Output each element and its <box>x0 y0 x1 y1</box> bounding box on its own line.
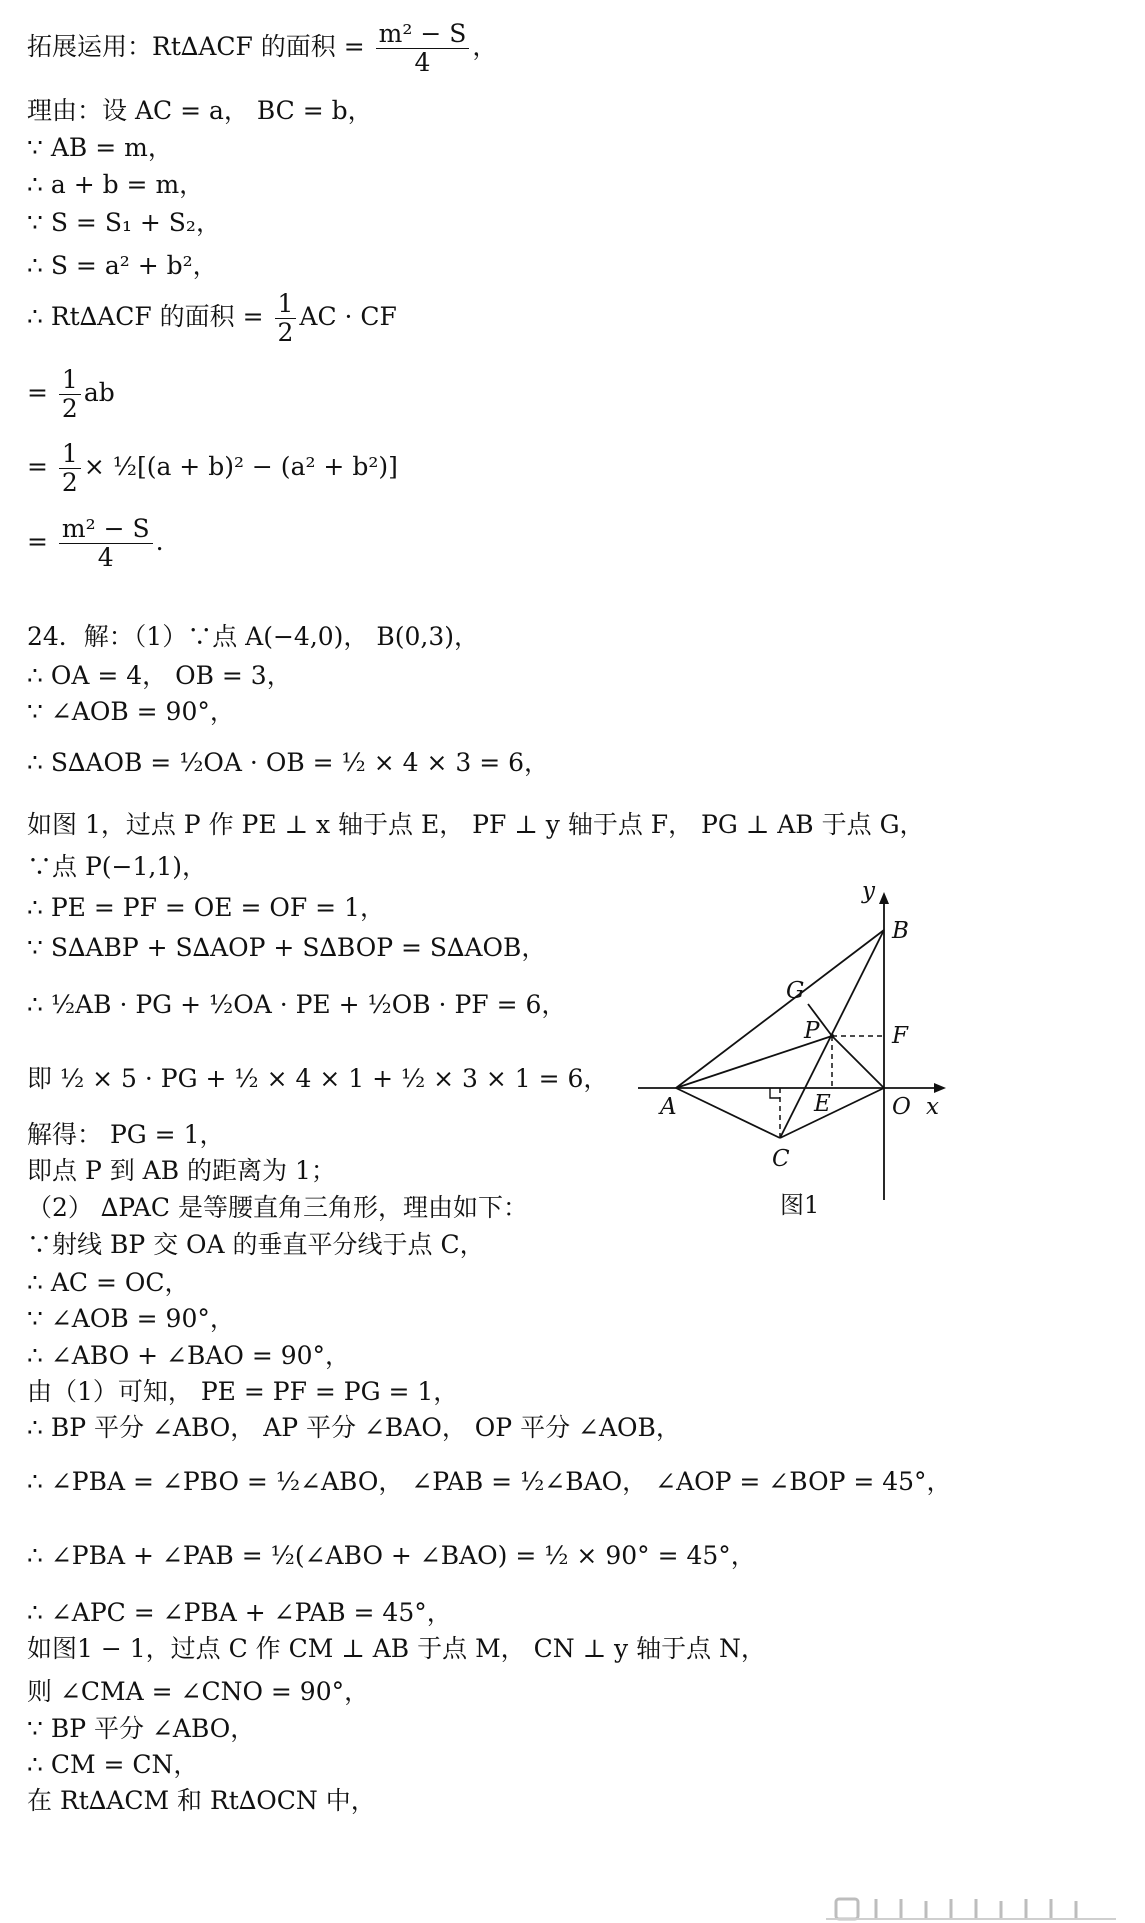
segment-AB <box>676 930 884 1088</box>
fraction <box>275 290 297 347</box>
line-text: 即 ½ × 5 · PG + ½ × 4 × 1 + ½ × 3 × 1 = 6， <box>27 1064 609 1093</box>
line-text: 如图 1，过点 P 作 PE ⊥ x 轴于点 E， PF ⊥ y 轴于点 F， PG ⊥ AB 于点 G， <box>27 810 925 839</box>
text-line <box>27 20 497 77</box>
line-text: 24．解：（1）∵点 A(−4,0)， B(0,3)， <box>27 622 480 651</box>
text-line <box>27 933 546 963</box>
text-line <box>27 1598 452 1628</box>
line-text: ∴ AC = OC， <box>27 1268 190 1297</box>
point-P <box>830 1034 834 1038</box>
text-line <box>27 515 164 572</box>
text-line <box>27 661 292 691</box>
text-line <box>27 990 566 1020</box>
y-axis-arrow <box>879 892 889 904</box>
label-C: C <box>772 1146 790 1172</box>
denominator: 4 <box>97 543 114 572</box>
denominator: 2 <box>277 318 294 347</box>
figure-1 <box>628 878 958 1223</box>
watermark-logo <box>826 1895 1126 1923</box>
line-text: = <box>27 452 56 481</box>
text-line <box>27 290 397 347</box>
label-B: B <box>892 918 909 944</box>
text-line <box>27 1064 608 1094</box>
text-line <box>27 1230 485 1260</box>
line-text: ∵ S∆ABP + S∆AOP + S∆BOP = S∆AOB， <box>27 933 547 962</box>
fraction <box>59 440 81 497</box>
line-text: ∴ ∠APC = ∠PBA + ∠PAB = 45°， <box>27 1598 452 1627</box>
text-line <box>27 697 235 727</box>
line-text: （2） ∆PAC 是等腰直角三角形，理由如下： <box>27 1193 528 1222</box>
text-line <box>27 208 221 238</box>
line-text: ∵点 P(−1,1)， <box>27 852 207 881</box>
text-line <box>27 1193 528 1223</box>
denominator: 4 <box>414 48 431 77</box>
line-text: ∵ BP 平分 ∠ABO， <box>27 1714 256 1743</box>
text-line <box>27 133 173 163</box>
text-line <box>27 170 204 200</box>
line-text: = <box>27 378 56 407</box>
text-line <box>27 1341 350 1371</box>
text-line <box>27 251 218 281</box>
line-text: ∴ PE = PF = OE = OF = 1， <box>27 893 385 922</box>
line-text: ∴ S∆AOB = ½OA · OB = ½ × 4 × 3 = 6， <box>27 748 549 777</box>
text-line <box>27 1541 756 1571</box>
label-P: P <box>804 1018 820 1044</box>
numerator: m² − S <box>59 515 153 544</box>
line-text-after: ， <box>472 32 498 61</box>
text-line <box>27 366 115 423</box>
text-line <box>27 810 925 840</box>
line-text: 拓展运用：Rt∆ACF 的面积 = <box>27 32 373 61</box>
fraction <box>59 515 153 572</box>
text-line <box>27 1413 681 1443</box>
line-text: 理由：设 AC = a， BC = b， <box>27 96 373 125</box>
x-axis-arrow <box>934 1083 946 1093</box>
numerator: 1 <box>275 290 297 319</box>
line-text: ∵ ∠AOB = 90°， <box>27 1304 235 1333</box>
numerator: m² − S <box>376 20 470 49</box>
right-angle-mark <box>770 1088 780 1098</box>
line-text: ∴ ∠PBA + ∠PAB = ½(∠ABO + ∠BAO) = ½ × 90° = 45°， <box>27 1541 756 1570</box>
line-text: ∴ ∠PBA = ∠PBO = ½∠ABO， ∠PAB = ½∠BAO， ∠AOP = ∠BOP = 45°， <box>27 1467 952 1496</box>
line-text: 解得： PG = 1， <box>27 1120 225 1149</box>
label-G: G <box>786 978 805 1004</box>
line-text: ∴ CM = CN， <box>27 1750 199 1779</box>
text-line <box>27 1714 255 1744</box>
text-line <box>27 852 207 882</box>
fraction <box>59 366 81 423</box>
line-text: ∵ AB = m， <box>27 133 173 162</box>
line-text: ∴ a + b = m， <box>27 170 205 199</box>
text-line <box>27 1377 458 1407</box>
segment-AC <box>676 1088 780 1138</box>
segment-OC <box>780 1088 884 1138</box>
label-O: O <box>892 1094 911 1120</box>
text-line <box>27 1750 198 1780</box>
line-text: ∴ BP 平分 ∠ABO， AP 平分 ∠BAO， OP 平分 ∠AOB， <box>27 1413 681 1442</box>
denominator: 2 <box>61 394 78 423</box>
line-text: ∴ S = a² + b²， <box>27 251 218 280</box>
label-x: x <box>926 1094 939 1120</box>
label-F: F <box>892 1023 908 1049</box>
line-text: = <box>27 527 56 556</box>
numerator: 1 <box>59 440 81 469</box>
segment-PO <box>832 1036 884 1088</box>
text-line <box>27 1634 766 1664</box>
line-text: ∵ S = S₁ + S₂， <box>27 208 221 237</box>
line-text: ∴ Rt∆ACF 的面积 = <box>27 302 272 331</box>
text-line <box>27 1120 225 1150</box>
line-text: 在 Rt∆ACM 和 Rt∆OCN 中， <box>27 1786 376 1815</box>
line-text: 即点 P 到 AB 的距离为 1； <box>27 1156 336 1185</box>
numerator: 1 <box>59 366 81 395</box>
text-line <box>27 1677 369 1707</box>
line-text-after: . <box>155 527 164 556</box>
label-A: A <box>660 1094 677 1120</box>
line-text: ∵射线 BP 交 OA 的垂直平分线于点 C， <box>27 1230 485 1259</box>
line-text: 由（1）可知， PE = PF = PG = 1， <box>27 1377 459 1406</box>
label-y: y <box>862 878 875 904</box>
line-text: ∴ ½AB · PG + ½OA · PE + ½OB · PF = 6， <box>27 990 567 1019</box>
line-text-after: ab <box>83 378 115 407</box>
line-text: ∵ ∠AOB = 90°， <box>27 697 235 726</box>
text-line <box>27 440 398 497</box>
line-text-after: AC · CF <box>299 302 397 331</box>
line-text: ∴ OA = 4， OB = 3， <box>27 661 292 690</box>
fraction <box>376 20 470 77</box>
text-line <box>27 1304 235 1334</box>
text-line <box>27 96 373 126</box>
text-line <box>27 622 479 652</box>
text-line <box>27 1268 190 1298</box>
text-line <box>27 893 385 923</box>
line-text: 则 ∠CMA = ∠CNO = 90°， <box>27 1677 370 1706</box>
line-text: 如图1 − 1，过点 C 作 CM ⊥ AB 于点 M， CN ⊥ y 轴于点 N， <box>27 1634 766 1663</box>
text-line <box>27 748 549 778</box>
line-text-after: × ½[(a + b)² − (a² + b²)] <box>83 452 398 481</box>
line-text: ∴ ∠ABO + ∠BAO = 90°， <box>27 1341 351 1370</box>
text-line <box>27 1156 336 1186</box>
text-line <box>27 1786 376 1816</box>
label-E: E <box>814 1091 831 1117</box>
denominator: 2 <box>61 468 78 497</box>
figure-caption: 图1 <box>780 1191 820 1219</box>
text-line <box>27 1467 952 1497</box>
